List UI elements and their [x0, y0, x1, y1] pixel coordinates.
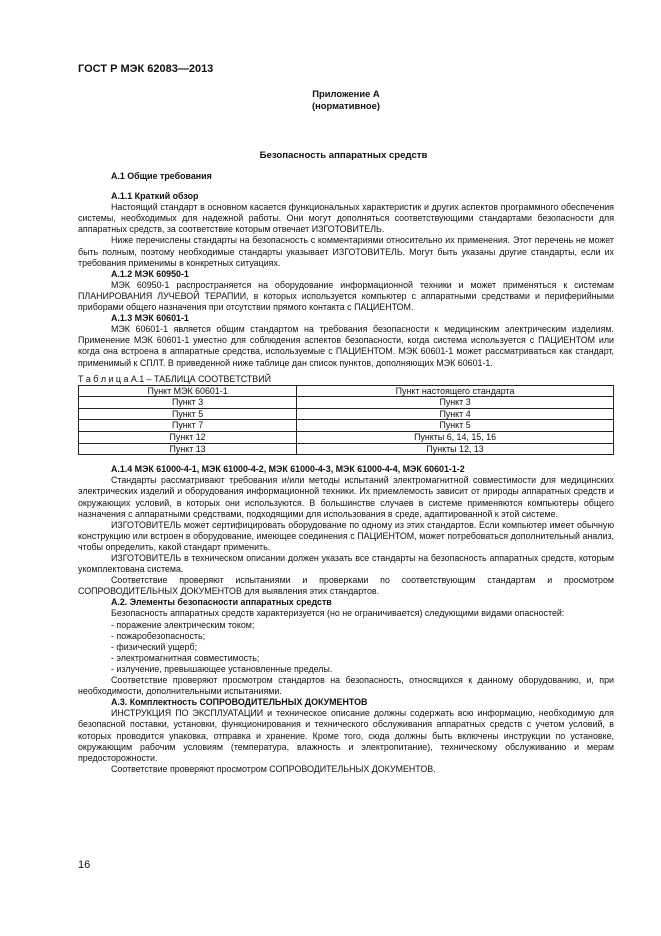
section-a14-title: А.1.4 МЭК 61000-4-1, МЭК 61000-4-2, МЭК 61000-4-3, МЭК 61000-4-4, МЭК 60601-1-2	[111, 464, 465, 475]
annex-title: Приложение А	[312, 88, 380, 99]
section-a12-paragraph-1: МЭК 60950-1 распространяется на оборудование информационной техники и может применяться к системам ПЛАНИРОВАНИЯ ЛУЧЕВОЙ ТЕРАПИИ, в которых используется компьютер с аппаратными средствами и периферийными приборами общего назначения при отсутствии прямого контакта с ПАЦИЕНТОМ.	[78, 279, 614, 313]
list-item: - электромагнитная совместимость;	[111, 652, 260, 663]
document-body	[78, 171, 614, 775]
annex-heading	[310, 88, 382, 112]
page-number: 16	[78, 859, 91, 871]
section-a14-paragraph-2: ИЗГОТОВИТЕЛЬ может сертифицировать оборудование по одному из этих стандартов. Если компьютер имеет обычную конструкцию или встроен в оборудование, имеющее соединения с ПАЦИЕНТОМ, может потребоваться дополнительный анализ, чтобы определить, какой стандарт применить.	[78, 519, 614, 552]
document-code: ГОСТ Р МЭК 62083—2013	[78, 63, 214, 75]
table-cell: Пункты 12, 13	[297, 443, 614, 455]
table-caption	[78, 374, 614, 385]
table-caption-text: А.1 – ТАБЛИЦА СООТВЕТСТВИЙ	[130, 373, 271, 384]
table-row	[79, 408, 614, 420]
main-title: Безопасность аппаратных средств	[259, 150, 428, 161]
table-row	[79, 420, 614, 432]
table-row	[79, 443, 614, 455]
table-cell: Пункт 3	[297, 397, 614, 409]
section-a14-paragraph-3: ИЗГОТОВИТЕЛЬ в техническом описании должен указать все стандарты на безопасность аппаратных средств, которым укомплектована система.	[78, 553, 614, 575]
section-a11-paragraph-2: Ниже перечислены стандарты на безопасность с комментариями относительно их применения. Этот перечень не может быть полным, поэтому необходимые стандарты указывает ИЗГОТОВИТЕЛЬ. Могут быть указаны другие стандарты, если их требования применимы в конкретных ситуациях.	[78, 235, 614, 268]
table-cell: Пункт 3	[79, 397, 297, 409]
section-a2-paragraph-1: Безопасность аппаратных средств характеризуется (но не ограничивается) следующими видами опасностей:	[111, 608, 565, 619]
section-a2-title: А.2. Элементы безопасности аппаратных средств	[111, 597, 332, 608]
correspondence-table	[78, 385, 614, 456]
table-cell: Пункт 5	[297, 420, 614, 432]
table-cell: Пункт 7	[79, 420, 297, 432]
table-cell: Пункт 5	[79, 408, 297, 420]
list-item: - излучение, превышающее установленные пределы.	[111, 663, 333, 674]
list-item: - поражение электрическим током;	[111, 619, 255, 630]
section-a3-title: А.3. Комплектность СОПРОВОДИТЕЛЬНЫХ ДОКУМЕНТОВ	[111, 697, 368, 708]
section-a11-title: А.1.1 Краткий обзор	[111, 191, 199, 202]
section-a2-paragraph-2: Соответствие проверяют просмотром стандартов на безопасность, относящихся к данному оборудованию, и, при необходимости, дополнительными испытаниями.	[78, 675, 614, 697]
section-a1-title: А.1 Общие требования	[111, 171, 212, 181]
table-row	[79, 432, 614, 444]
section-a14-paragraph-4: Соответствие проверяют испытаниями и проверками по соответствующим стандартам и просмотром СОПРОВОДИТЕЛЬНЫХ ДОКУМЕНТОВ для выявления этих стандартов.	[78, 575, 614, 597]
section-a13-title: А.1.3 МЭК 60601-1	[111, 313, 189, 324]
section-a14-paragraph-1: Стандарты рассматривают требования и/или методы испытаний электромагнитной совместимости для медицинских электрических изделий и оборудования информационной техники. Их приемлемость зависит от природы аппаратных средств и окружающих условий, в которых они используются. В большинстве случаев в системе применяются компьютеры общего назначения с аппаратными средствами, подходящими для использования в среде, адаптированной к этой системе.	[78, 475, 614, 519]
section-a12-title: А.1.2 МЭК 60950-1	[111, 268, 189, 279]
table-cell: Пункт 13	[79, 443, 297, 455]
table-row	[79, 397, 614, 409]
table-header-row	[79, 385, 614, 397]
section-a3-paragraph-2: Соответствие проверяют просмотром СОПРОВОДИТЕЛЬНЫХ ДОКУМЕНТОВ.	[111, 763, 436, 774]
table-header-cell: Пункт МЭК 60601-1	[79, 385, 297, 397]
table-header-cell: Пункт настоящего стандарта	[297, 385, 614, 397]
table-caption-prefix: Т а б л и ц а	[78, 373, 129, 384]
list-item: - пожаробезопасность;	[111, 630, 206, 641]
section-a11-paragraph-1: Настоящий стандарт в основном касается функциональных характеристик и других аспектов программного обеспечения системы, необходимых для надежной работы. Они могут дополняться соответствующими стандартами безопасности для аппаратных средств, за соответствие которым отвечает ИЗГОТОВИТЕЛЬ.	[78, 202, 614, 235]
table-cell: Пункт 12	[79, 432, 297, 444]
list-item: - физический ущерб;	[111, 641, 198, 652]
section-a3-paragraph-1: ИНСТРУКЦИЯ ПО ЭКСПЛУАТАЦИИ и техническое описание должны содержать всю информацию, необходимую для безопасной поставки, установки, функционирования и технического обслуживания аппаратных средств с учетом условий, в которых проводится упаковка, отправка и хранение. Кроме того, сюда должны быть включены инструкции по установке, окружающим рабочим условиям (температура, влажность и электропитание), техническому обслуживанию и мерам предосторожности.	[78, 708, 614, 763]
table-cell: Пункты 6, 14, 15, 16	[297, 432, 614, 444]
annex-type: (нормативное)	[312, 100, 380, 111]
table-cell: Пункт 4	[297, 408, 614, 420]
section-a13-paragraph-1: МЭК 60601-1 является общим стандартом на требования безопасности к медицинским электрическим изделиям. Применение МЭК 60601-1 уместно для соблюдения аспектов безопасности, когда система используется с ПАЦИЕНТОМ или когда она встроена в аппаратные средства, используемые с ПАЦИЕНТОМ. МЭК 60601-1 может рассматриваться как стандарт, применимый к СПЛТ. В приведенной ниже таблице дан список пунктов, дополняющих МЭК 60601-1.	[78, 324, 614, 368]
